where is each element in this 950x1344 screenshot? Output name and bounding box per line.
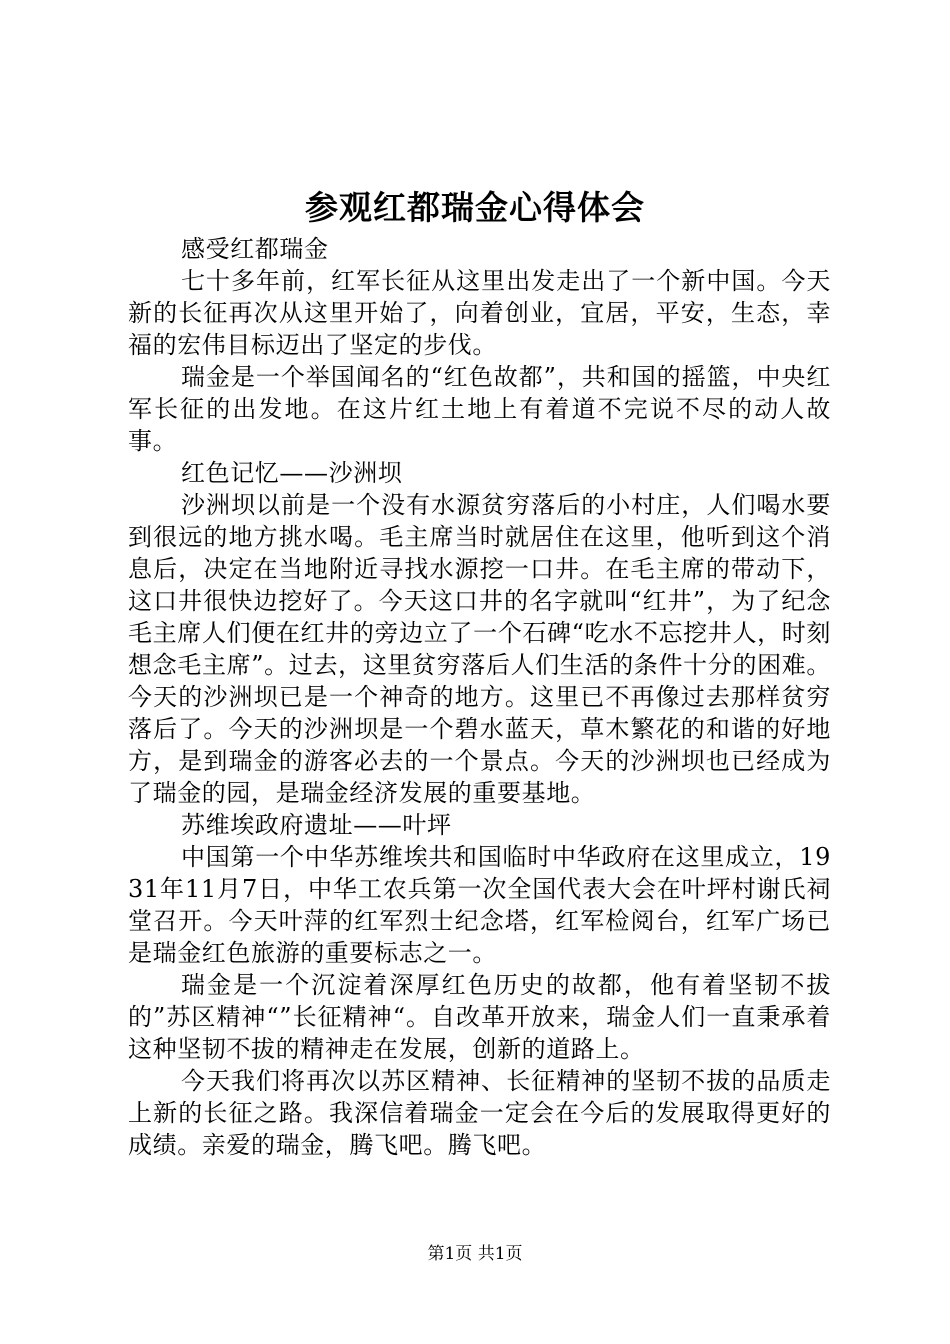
paragraph-spirit: 瑞金是一个沉淀着深厚红色历史的故都，他有着坚韧不拔的”苏区精神“”长征精神“。自改革开放来，瑞金人们一直秉承着这种坚韧不拔的精神走在发展，创新的道路上。 bbox=[128, 971, 831, 1063]
paragraph-yeping: 中国第一个中华苏维埃共和国临时中华政府在这里成立，1931年11月7日，中华工农兵第一次全国代表大会在叶坪村谢氏祠堂召开。今天叶萍的红军烈士纪念塔，红军检阅台，红军广场已是瑞金红色旅游的重要标志之一。 bbox=[128, 843, 831, 967]
paragraph-heading-feel-ruijin: 感受红都瑞金 bbox=[181, 235, 329, 263]
paragraph-heading-shazhouba: 红色记忆——沙洲坝 bbox=[181, 459, 403, 487]
paragraph-heading-yeping: 苏维埃政府遗址——叶坪 bbox=[181, 811, 452, 839]
paragraph-intro: 七十多年前，红军长征从这里出发走出了一个新中国。今天新的长征再次从这里开始了，向着创业，宜居，平安，生态，幸福的宏伟目标迈出了坚定的步伐。 bbox=[128, 267, 831, 359]
document-body bbox=[128, 233, 831, 1161]
paragraph-shazhouba: 沙洲坝以前是一个没有水源贫穷落后的小村庄，人们喝水要到很远的地方挑水喝。毛主席当时就居住在这里，他听到这个消息后，决定在当地附近寻找水源挖一口井。在毛主席的带动下，这口井很快边挖好了。今天这口井的名字就叫“红井”，为了纪念毛主席人们便在红井的旁边立了一个石碑“吃水不忘挖井人，时刻想念毛主席”。过去，这里贫穷落后人们生活的条件十分的困难。今天的沙洲坝已是一个神奇的地方。这里已不再像过去那样贫穷落后了。今天的沙洲坝是一个碧水蓝天，草木繁花的和谐的好地方，是到瑞金的游客必去的一个景点。今天的沙洲坝也已经成为了瑞金的园，是瑞金经济发展的重要基地。 bbox=[128, 491, 831, 807]
page-footer: 第1页 共1页 bbox=[427, 1244, 523, 1264]
paragraph-conclusion: 今天我们将再次以苏区精神、长征精神的坚韧不拔的品质走上新的长征之路。我深信着瑞金一定会在今后的发展取得更好的成绩。亲爱的瑞金，腾飞吧。腾飞吧。 bbox=[128, 1067, 831, 1159]
document-title: 参观红都瑞金心得体会 bbox=[305, 188, 645, 227]
paragraph-red-capital: 瑞金是一个举国闻名的“红色故都”，共和国的摇篮，中央红军长征的出发地。在这片红土地上有着道不完说不尽的动人故事。 bbox=[128, 363, 831, 455]
